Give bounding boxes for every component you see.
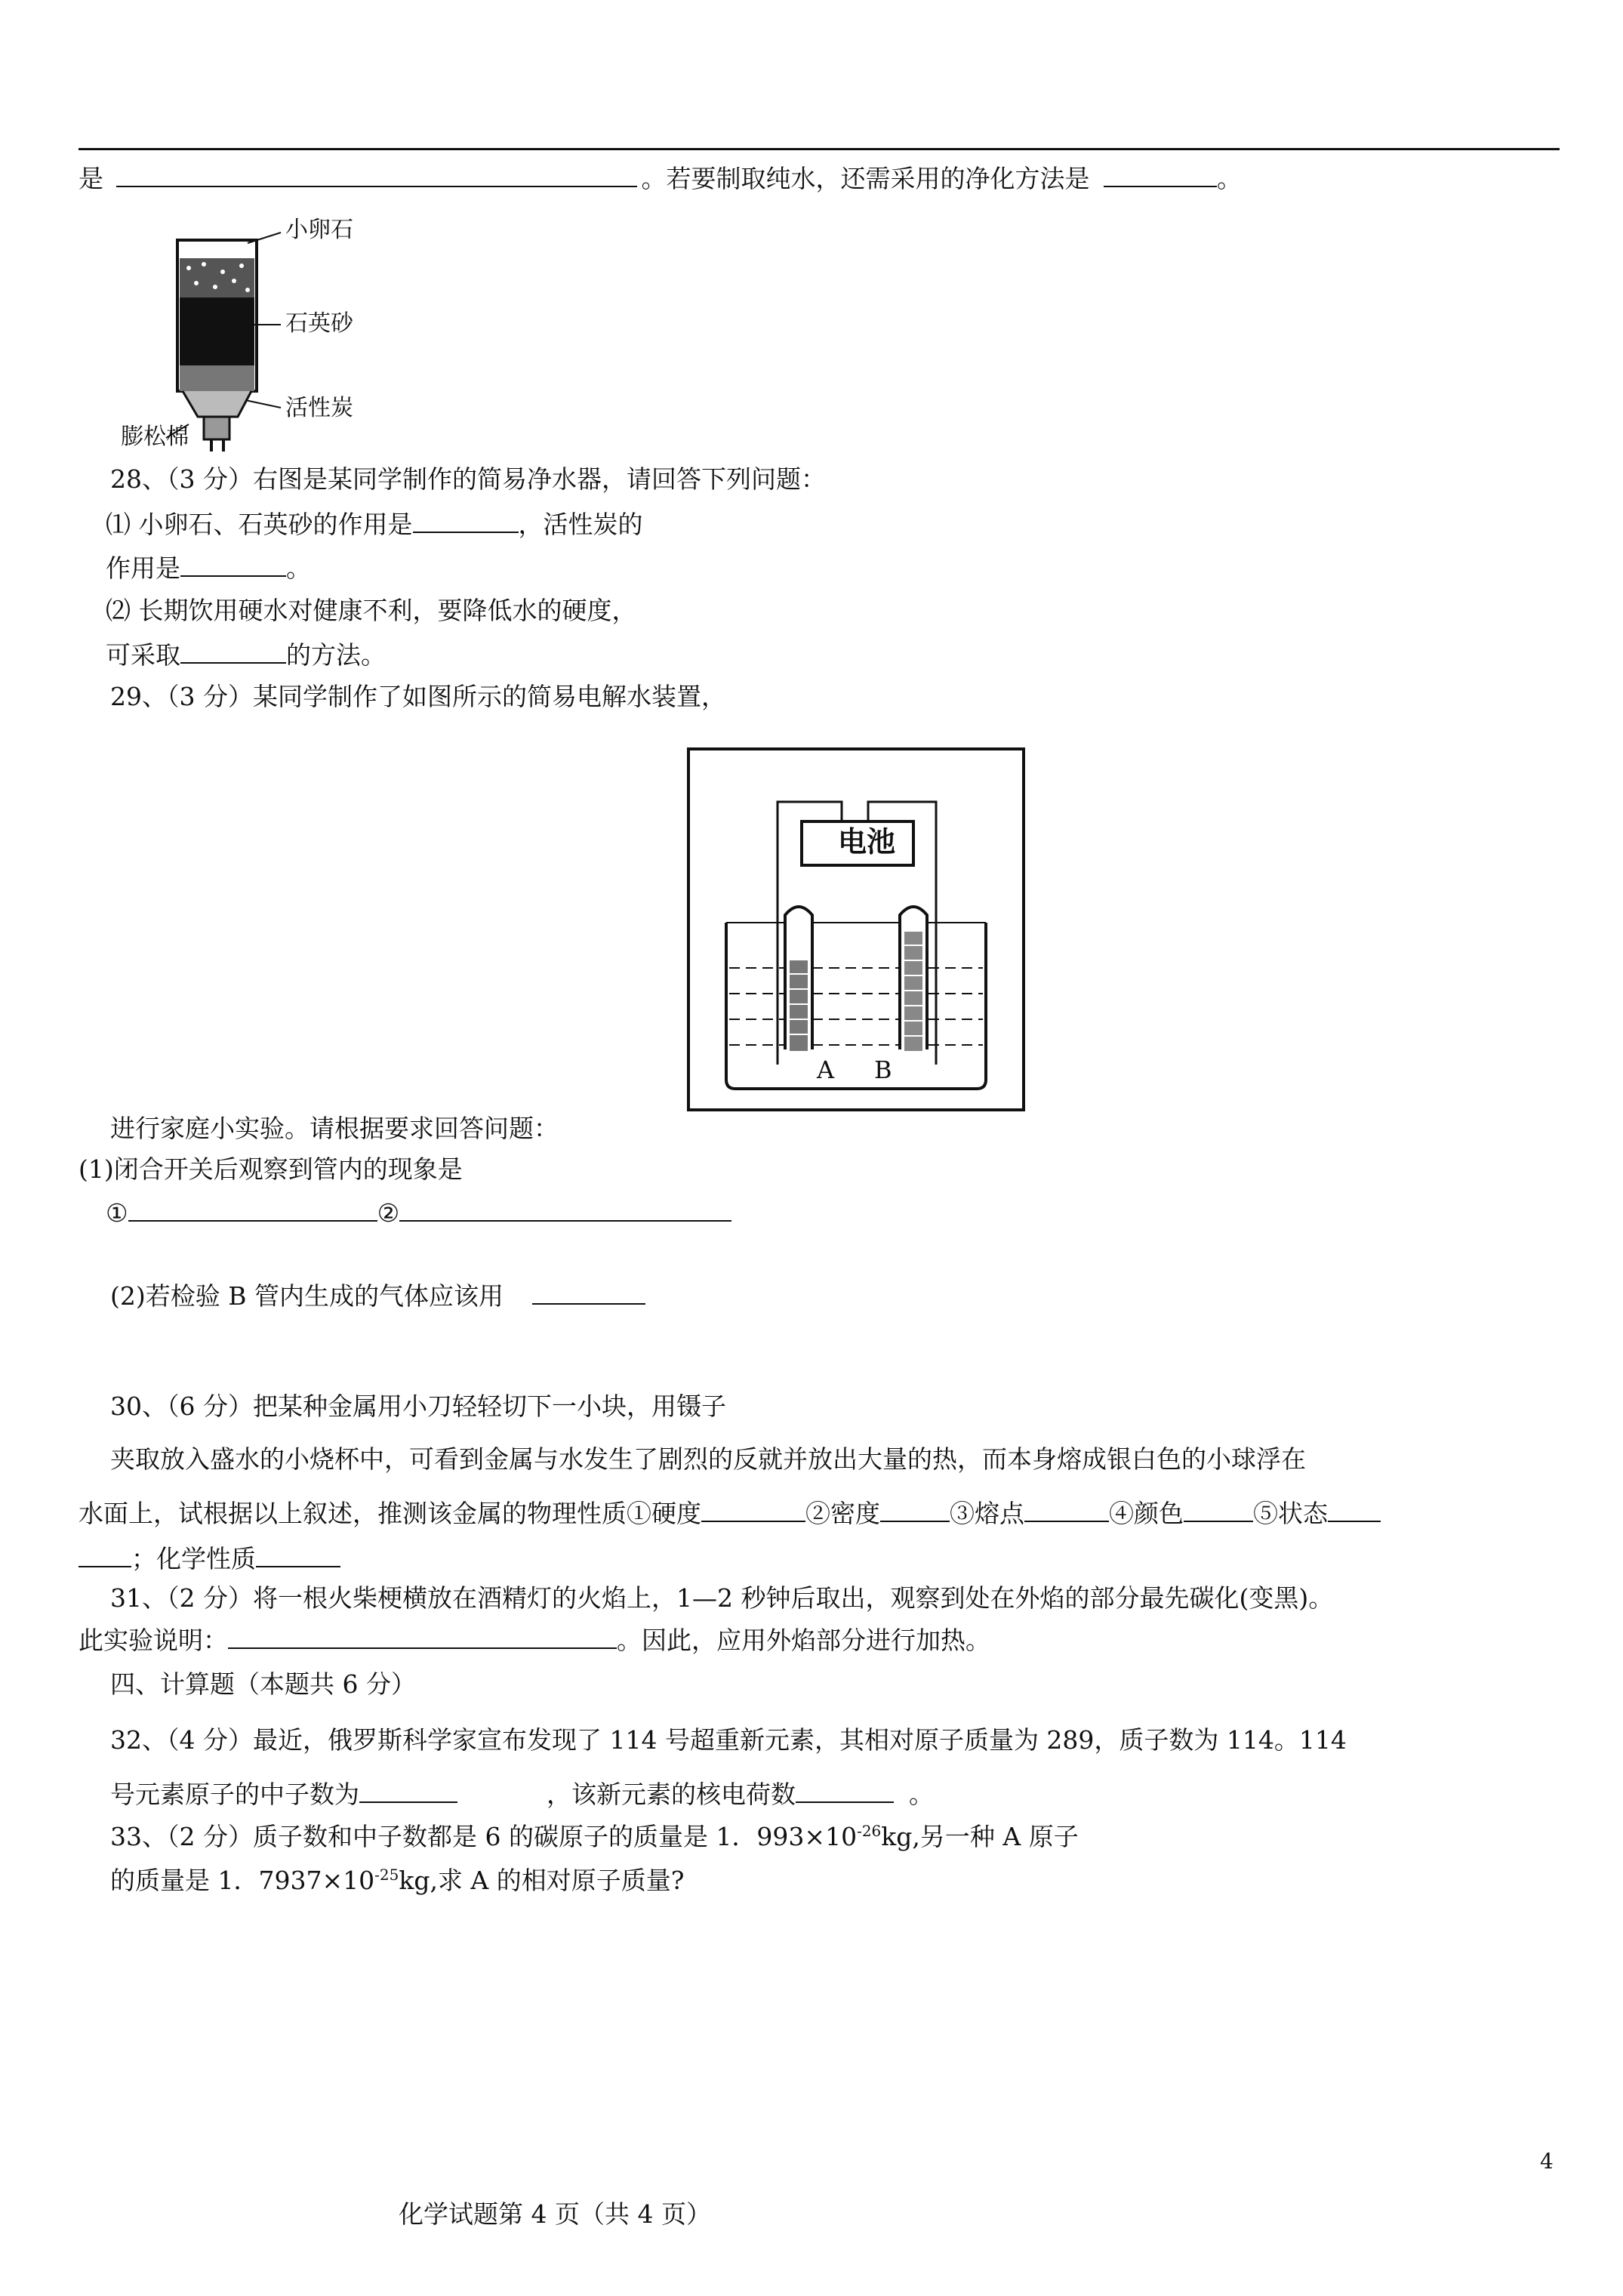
electrolysis-figure — [687, 747, 1025, 1111]
q32-line2: 号元素原子的中子数为 ，该新元素的核电荷数 。 — [110, 1776, 934, 1812]
q28-part1: ⑴ 小卵石、石英砂的作用是 ，活性炭的 — [106, 506, 643, 542]
page-number: 4 — [1540, 2149, 1554, 2174]
q29-part2: (2)若检验 B 管内生成的气体应该用 — [110, 1277, 645, 1314]
answer-blank[interactable] — [128, 1194, 377, 1222]
q33-line2: 的质量是 1．$7937\times 10^{-25}kg$,求 A 的相对原子质量? — [110, 1866, 685, 1895]
line-purification: 是 。若要制取纯水，还需采用的净化方法是 。 — [79, 160, 1242, 196]
electrolysis-drawing — [687, 747, 1025, 1111]
q28-part2-cont: 可采取 的方法。 — [106, 636, 386, 673]
q32-line1: 32、（4 分）最近，俄罗斯科学家宣布发现了 114 号超重新元素，其相对原子质量为 289，质子数为 114。114 — [110, 1725, 1347, 1755]
answer-blank[interactable] — [701, 1495, 805, 1522]
q30-line2: 夹取放入盛水的小烧杯中，可看到金属与水发生了剧烈的反就并放出大量的热，而本身熔成银白色的小球浮在 — [110, 1444, 1306, 1474]
q29-cont: 进行家庭小实验。请根据要求回答问题： — [110, 1114, 559, 1143]
answer-blank[interactable] — [413, 506, 519, 533]
section-calc-title: 四、计算题（本题共 6 分） — [110, 1669, 416, 1699]
q29-title: 29、（3 分）某同学制作了如图所示的简易电解水装置， — [110, 682, 726, 711]
q30-line3: 水面上，试根据以上叙述，推测该金属的物理性质①硬度 ②密度 ③熔点 ④颜色 ⑤状态 — [79, 1495, 1381, 1531]
q28-part2: ⑵ 长期饮用硬水对健康不利，要降低水的硬度， — [106, 596, 637, 625]
answer-blank[interactable] — [256, 1540, 340, 1567]
answer-blank[interactable] — [228, 1622, 617, 1649]
q29-part1: (1)闭合开关后观察到管内的现象是 — [79, 1154, 463, 1184]
battery-label: 电池 — [838, 824, 896, 858]
answer-blank[interactable] — [180, 636, 286, 664]
page-footer: 化学试题第 4 页（共 4 页） — [399, 2199, 711, 2229]
answer-blank[interactable] — [116, 160, 637, 187]
answer-blank[interactable] — [1328, 1495, 1381, 1522]
label-quartz-sand: 石英砂 — [285, 310, 353, 337]
label-activated-carbon: 活性炭 — [285, 395, 353, 421]
header-rule — [79, 148, 1560, 150]
q28-title: 28、（3 分）右图是某同学制作的简易净水器，请回答下列问题： — [110, 464, 826, 494]
q29-part1-blanks: ① ② — [106, 1194, 731, 1231]
q33-line1: 33、（2 分）质子数和中子数都是 6 的碳原子的质量是 1．$993\times 10^{-26}kg$,另一种 A 原子 — [110, 1822, 1079, 1851]
q30-title: 30、（6 分）把某种金属用小刀轻轻切下一小块，用镊子 — [110, 1391, 726, 1421]
answer-blank[interactable] — [79, 1540, 131, 1567]
answer-blank[interactable] — [180, 550, 286, 577]
q28-part1-cont: 作用是 。 — [106, 550, 311, 586]
q30-line4: ；化学性质 — [79, 1540, 340, 1576]
answer-blank[interactable] — [796, 1776, 894, 1803]
tube-b-label: B — [874, 1056, 892, 1084]
q31-line2: 此实验说明： 。因此，应用外焰部分进行加热。 — [79, 1622, 990, 1658]
water-filter-figure — [113, 211, 385, 453]
label-pebbles: 小卵石 — [285, 217, 353, 243]
answer-blank[interactable] — [532, 1277, 645, 1305]
q31-line1: 31、（2 分）将一根火柴梗横放在酒精灯的火焰上，1—2 秒钟后取出，观察到处在外焰的部分最先碳化(变黑)。 — [110, 1583, 1334, 1613]
tube-a-label: A — [817, 1056, 835, 1084]
answer-blank[interactable] — [1104, 160, 1217, 187]
label-cotton: 膨松棉 — [121, 424, 189, 450]
answer-blank[interactable] — [359, 1776, 457, 1803]
answer-blank[interactable] — [1184, 1495, 1253, 1522]
answer-blank[interactable] — [399, 1194, 731, 1222]
answer-blank[interactable] — [1024, 1495, 1109, 1522]
answer-blank[interactable] — [880, 1495, 950, 1522]
